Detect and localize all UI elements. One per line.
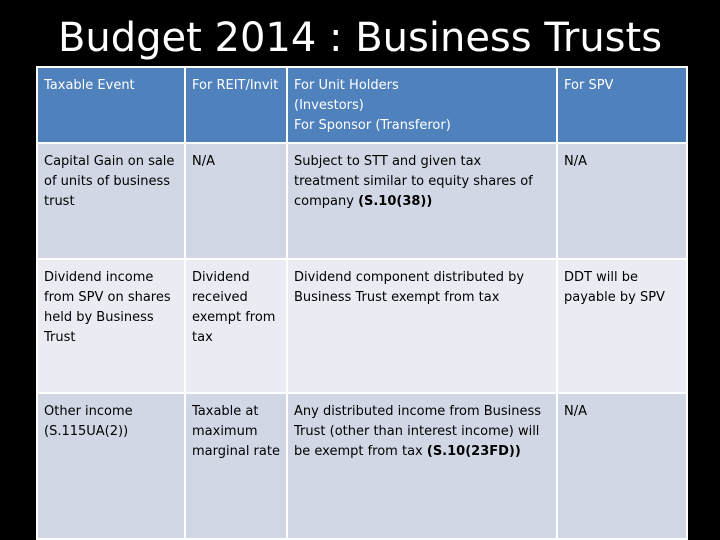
table-row bbox=[37, 393, 687, 539]
row-holders-sponsor bbox=[287, 393, 557, 539]
row-spv: DDT will be payable by SPV bbox=[557, 259, 687, 393]
row-holders-section-ref: (S.10(38)) bbox=[358, 194, 433, 209]
header-spv: For SPV bbox=[557, 67, 687, 143]
header-taxable-event: Taxable Event bbox=[37, 67, 185, 143]
header-holders-sponsor bbox=[287, 67, 557, 143]
header-unit-holders: For Unit Holders (Investors) bbox=[294, 78, 399, 113]
row-taxable-event: Dividend income from SPV on shares held by Business Trust bbox=[37, 259, 185, 393]
slide-title: Budget 2014 : Business Trusts bbox=[57, 15, 663, 61]
row-reit-invit: Dividend received exempt from tax bbox=[185, 259, 287, 393]
row-holders-text: Any distributed income from Business Trust (other than interest income) will be exempt from tax bbox=[294, 404, 542, 459]
row-holders-sponsor bbox=[287, 259, 557, 393]
row-taxable-event: Other income (S.115UA(2)) bbox=[37, 393, 185, 539]
row-holders-section-ref: (S.10(23FD)) bbox=[426, 444, 521, 459]
row-holders-text: Dividend component distributed by Business Trust exempt from tax bbox=[294, 270, 525, 305]
row-taxable-event: Capital Gain on sale of units of business trust bbox=[37, 143, 185, 259]
header-sponsor: For Sponsor (Transferor) bbox=[294, 118, 451, 133]
header-reit-invit: For REIT/Invit bbox=[185, 67, 287, 143]
row-spv: N/A bbox=[557, 143, 687, 259]
row-reit-invit: N/A bbox=[185, 143, 287, 259]
row-holders-text: Subject to STT and given tax treatment similar to equity shares of company bbox=[294, 154, 533, 209]
row-spv: N/A bbox=[557, 393, 687, 539]
row-holders-sponsor bbox=[287, 143, 557, 259]
table-row bbox=[37, 143, 687, 259]
table-row bbox=[37, 259, 687, 393]
row-reit-invit: Taxable at maximum marginal rate bbox=[185, 393, 287, 539]
business-trust-tax-table bbox=[36, 66, 688, 540]
header-row bbox=[37, 67, 687, 143]
